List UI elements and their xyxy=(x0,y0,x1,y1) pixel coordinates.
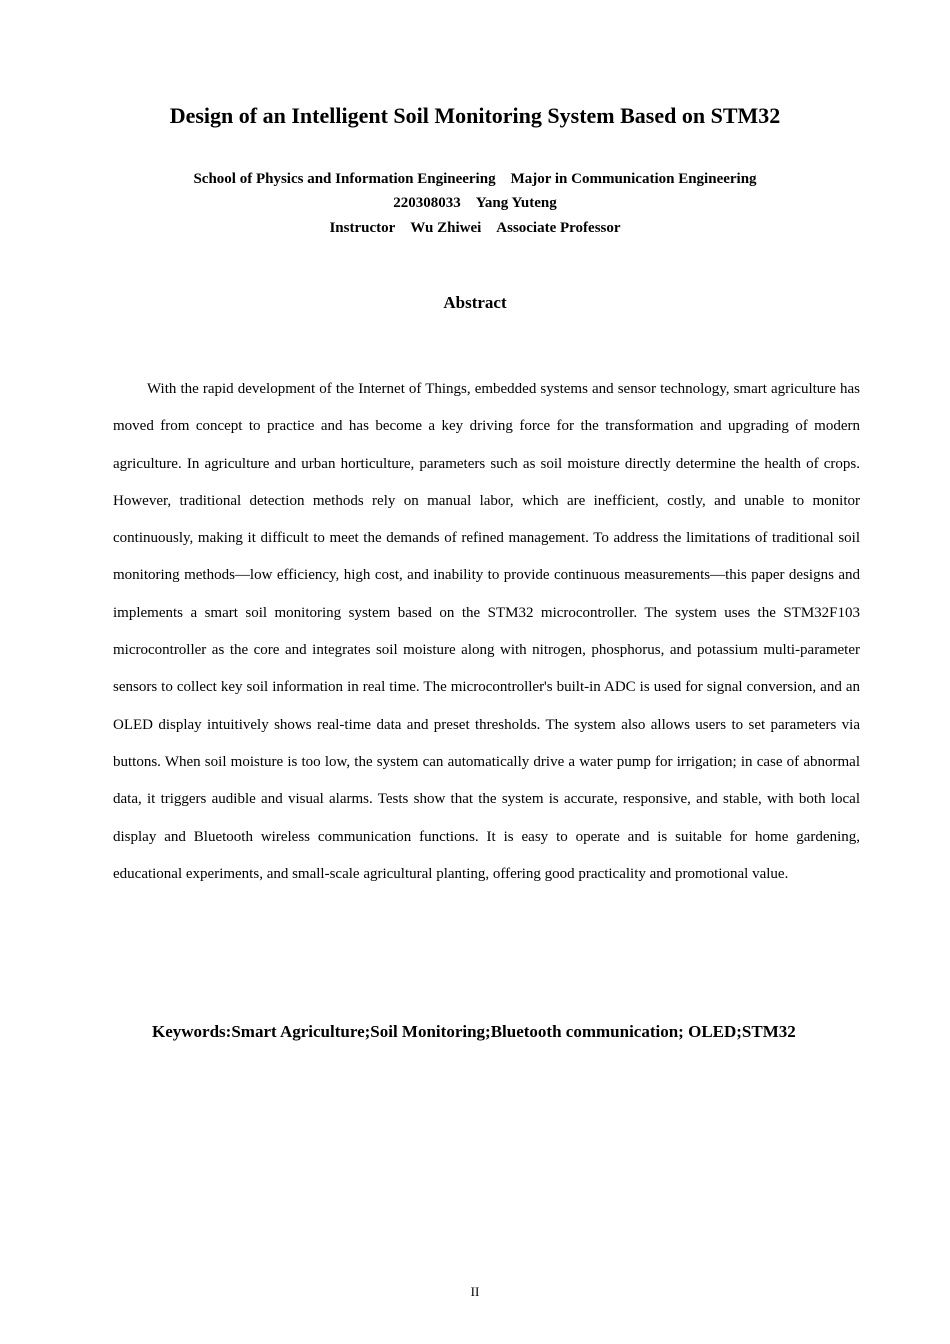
page-number: II xyxy=(470,1284,480,1299)
keywords: Keywords:Smart Agriculture;Soil Monitoring;Bluetooth communication; OLED;STM32 xyxy=(152,1022,796,1041)
student-id-and-name: 220308033 Yang Yuteng xyxy=(393,195,557,211)
instructor-line: Instructor Wu Zhiwei Associate Professor xyxy=(329,220,621,236)
abstract-body: With the rapid development of the Internet of Things, embedded systems and sensor technology, smart agriculture has moved from concept to practice and has become a key driving force for the transformation and upgrading of modern agriculture. In agriculture and urban horticulture, parameters such as soil moisture directly determine the health of crops. However, traditional detection methods rely on manual labor, which are inefficient, costly, and unable to monitor continuously, making it difficult to meet the demands of refined management. To address the limitations of traditional soil monitoring methods—low efficiency, high cost, and inability to provide continuous measurements—this paper designs and implements a smart soil monitoring system based on the STM32 microcontroller. The system uses the STM32F103 microcontroller as the core and integrates soil moisture along with nitrogen, phosphorus, and potassium multi-parameter sensors to collect key soil information in real time. The microcontroller's built-in ADC is used for signal conversion, and an OLED display intuitively shows real-time data and preset thresholds. The system also allows users to set parameters via buttons. When soil moisture is too low, the system can automatically drive a water pump for irrigation; in case of abnormal data, it triggers audible and visual alarms. Tests show that the system is accurate, responsive, and stable, with both local display and Bluetooth wireless communication functions. It is easy to operate and is suitable for home gardening, educational experiments, and small-scale agricultural planting, offering good practicality and promotional value. xyxy=(113,381,860,882)
paper-title: Design of an Intelligent Soil Monitoring System Based on STM32 xyxy=(169,103,781,128)
school-and-major: School of Physics and Information Engineering Major in Communication Engineering xyxy=(193,171,757,187)
abstract-heading: Abstract xyxy=(443,293,507,312)
